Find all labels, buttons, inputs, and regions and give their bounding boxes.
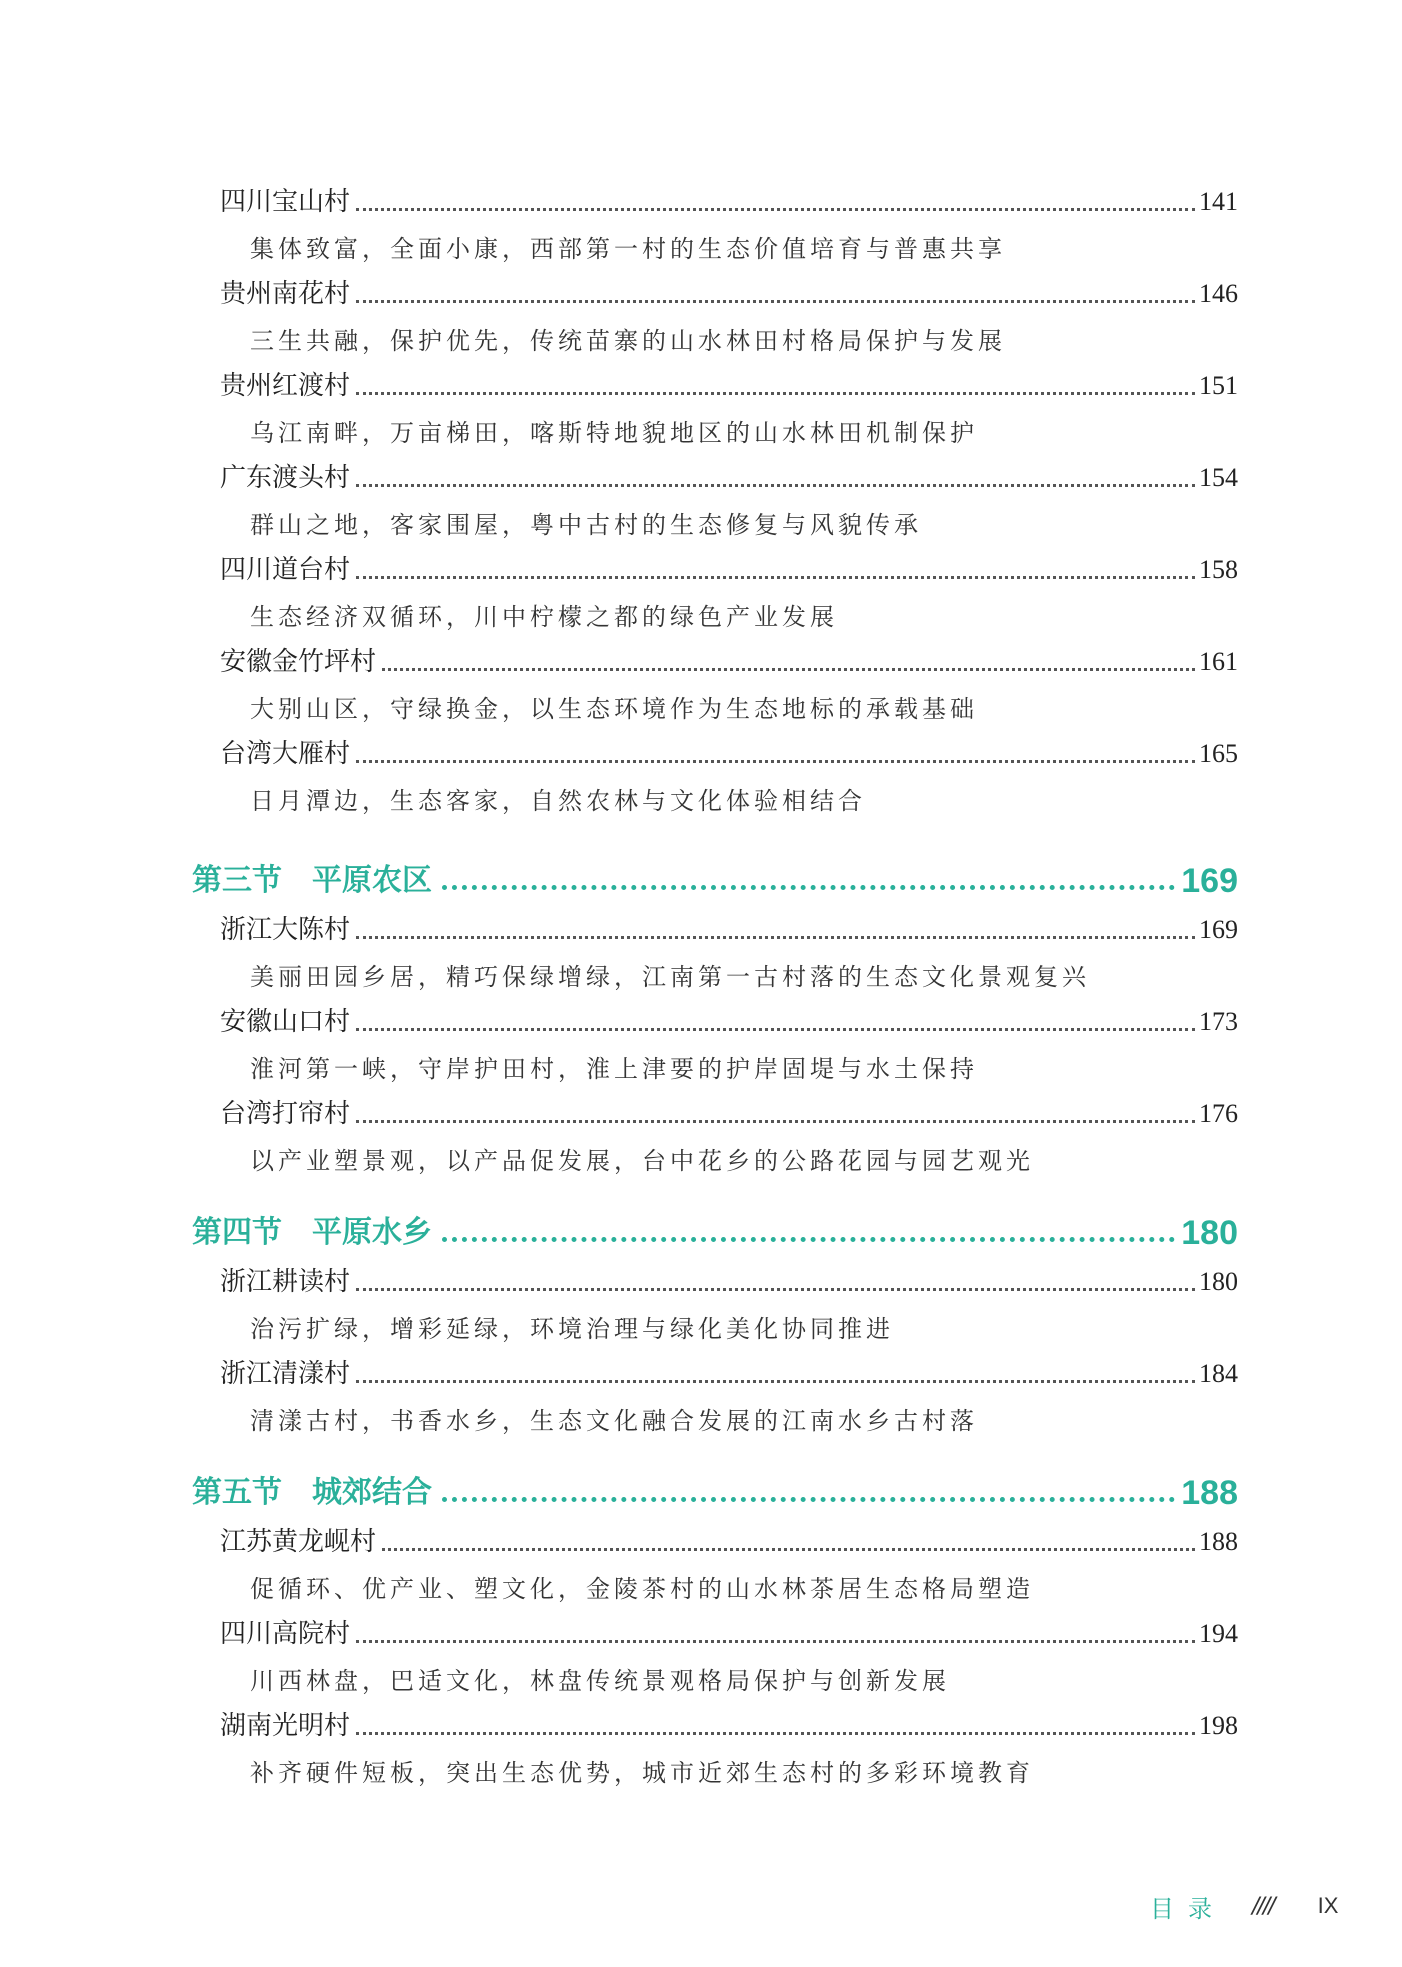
entry-subtitle: 促循环、优产业、塑文化，金陵茶村的山水林茶居生态格局塑造 (250, 1575, 1034, 1603)
section-heading[interactable] (192, 1468, 1238, 1514)
entry-subtitle: 群山之地，客家围屋，粤中古村的生态修复与风貌传承 (250, 511, 922, 539)
toc-entry[interactable] (220, 1520, 1238, 1560)
entry-subtitle: 三生共融，保护优先，传统苗寨的山水林田村格局保护与发展 (250, 327, 1006, 355)
entry-title: 台湾打帘村 (220, 1099, 351, 1129)
section-number: 第四节 (192, 1215, 282, 1250)
section-page: 180 (1181, 1214, 1238, 1252)
footer-page-number: IX (1317, 1893, 1339, 1918)
toc-entry[interactable] (220, 1000, 1238, 1040)
leader-dots (356, 484, 1195, 487)
entry-title: 四川道台村 (220, 555, 351, 585)
entry-title: 四川高院村 (220, 1619, 351, 1649)
entry-page: 161 (1199, 647, 1238, 676)
toc-entry[interactable] (220, 272, 1238, 312)
entry-subtitle: 川西林盘，巴适文化，林盘传统景观格局保护与创新发展 (250, 1667, 950, 1695)
toc-entry[interactable] (220, 456, 1238, 496)
entry-title: 湖南光明村 (220, 1711, 351, 1741)
entry-page: 176 (1199, 1099, 1238, 1128)
section-heading[interactable] (192, 856, 1238, 902)
section-number: 第三节 (192, 863, 282, 898)
entry-title: 台湾大雁村 (220, 739, 351, 769)
entry-page: 194 (1199, 1619, 1238, 1648)
toc-entry[interactable] (220, 732, 1238, 772)
page-footer (1150, 1886, 1350, 1926)
entry-page: 146 (1199, 279, 1238, 308)
entry-title: 浙江耕读村 (220, 1267, 351, 1297)
entry-page: 169 (1199, 915, 1238, 944)
entry-title: 浙江清漾村 (220, 1359, 351, 1389)
toc-entry[interactable] (220, 364, 1238, 404)
leader-dots (356, 936, 1195, 939)
entry-page: 180 (1199, 1267, 1238, 1296)
entry-page: 154 (1199, 463, 1238, 492)
toc-entry[interactable] (220, 1260, 1238, 1300)
entry-title: 江苏黄龙岘村 (220, 1527, 377, 1557)
leader-dots (356, 1640, 1195, 1643)
entry-subtitle: 大别山区，守绿换金，以生态环境作为生态地标的承载基础 (250, 695, 978, 723)
section-page: 169 (1181, 862, 1238, 900)
leader-dots (356, 1288, 1195, 1291)
entry-subtitle: 日月潭边，生态客家，自然农林与文化体验相结合 (250, 787, 866, 815)
leader-dots (356, 1380, 1195, 1383)
entry-page: 165 (1199, 739, 1238, 768)
entry-title: 浙江大陈村 (220, 915, 351, 945)
leader-dots (356, 1732, 1195, 1735)
entry-subtitle: 集体致富，全面小康，西部第一村的生态价值培育与普惠共享 (250, 235, 1006, 263)
section-name: 平原水乡 (312, 1215, 432, 1250)
entry-title: 四川宝山村 (220, 187, 351, 217)
leader-dots (356, 208, 1195, 211)
section-name: 城郊结合 (312, 1475, 432, 1510)
leader-dots (356, 576, 1195, 579)
entry-title: 广东渡头村 (220, 463, 351, 493)
leader-dots (382, 1548, 1195, 1551)
entry-page: 188 (1199, 1527, 1238, 1556)
toc-entry[interactable] (220, 1704, 1238, 1744)
leader-dots (442, 1497, 1175, 1502)
leader-dots (356, 392, 1195, 395)
entry-subtitle: 补齐硬件短板，突出生态优势，城市近郊生态村的多彩环境教育 (250, 1759, 1034, 1787)
entry-page: 173 (1199, 1007, 1238, 1036)
footer-label: 目录 (1150, 1894, 1226, 1923)
toc-entry[interactable] (220, 908, 1238, 948)
entry-page: 198 (1199, 1711, 1238, 1740)
entry-page: 184 (1199, 1359, 1238, 1388)
leader-dots (356, 760, 1195, 763)
entry-subtitle: 清漾古村，书香水乡，生态文化融合发展的江南水乡古村落 (250, 1407, 978, 1435)
toc-entry[interactable] (220, 548, 1238, 588)
section-name: 平原农区 (312, 863, 432, 898)
toc-entry[interactable] (220, 1352, 1238, 1392)
leader-dots (382, 668, 1195, 671)
leader-dots (356, 1120, 1195, 1123)
entry-title: 贵州南花村 (220, 279, 351, 309)
section-heading[interactable] (192, 1208, 1238, 1254)
toc-entry[interactable] (220, 180, 1238, 220)
toc-entry[interactable] (220, 640, 1238, 680)
entry-title: 安徽山口村 (220, 1007, 351, 1037)
entry-subtitle: 治污扩绿，增彩延绿，环境治理与绿化美化协同推进 (250, 1315, 894, 1343)
leader-dots (356, 1028, 1195, 1031)
leader-dots (356, 300, 1195, 303)
entry-title: 安徽金竹坪村 (220, 647, 377, 677)
entry-title: 贵州红渡村 (220, 371, 351, 401)
entry-page: 141 (1199, 187, 1238, 216)
entry-subtitle: 生态经济双循环，川中柠檬之都的绿色产业发展 (250, 603, 838, 631)
entry-subtitle: 美丽田园乡居，精巧保绿增绿，江南第一古村落的生态文化景观复兴 (250, 963, 1090, 991)
footer-separator: //// (1252, 1893, 1274, 1919)
entry-subtitle: 淮河第一峡，守岸护田村，淮上津要的护岸固堤与水土保持 (250, 1055, 978, 1083)
entry-page: 151 (1199, 371, 1238, 400)
toc-entry[interactable] (220, 1092, 1238, 1132)
leader-dots (442, 1237, 1175, 1242)
leader-dots (442, 885, 1175, 890)
section-number: 第五节 (192, 1475, 282, 1510)
toc-entry[interactable] (220, 1612, 1238, 1652)
entry-page: 158 (1199, 555, 1238, 584)
section-page: 188 (1181, 1474, 1238, 1512)
entry-subtitle: 乌江南畔，万亩梯田，喀斯特地貌地区的山水林田机制保护 (250, 419, 978, 447)
entry-subtitle: 以产业塑景观，以产品促发展，台中花乡的公路花园与园艺观光 (250, 1147, 1034, 1175)
